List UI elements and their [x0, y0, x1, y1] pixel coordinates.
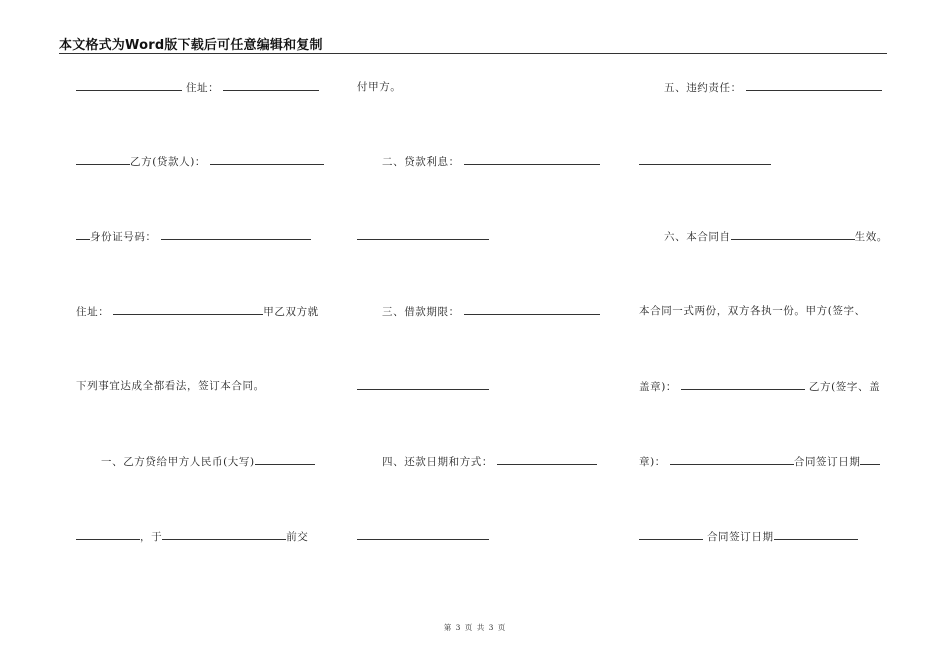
- col2-line2: [382, 154, 600, 169]
- col1-line2: [76, 154, 324, 169]
- before-deliver-text: 前交: [286, 531, 309, 543]
- blank-field: [774, 529, 858, 540]
- blank-field: [357, 379, 489, 390]
- col2-line4: [382, 304, 600, 319]
- seal-label-2: 章)：: [639, 456, 666, 468]
- blank-field: [860, 454, 880, 465]
- blank-field: [464, 154, 600, 165]
- blank-field: [76, 529, 140, 540]
- col2-line3: [357, 229, 489, 244]
- blank-field: [464, 304, 600, 315]
- loan-term-label: 三、借款期限：: [382, 306, 460, 318]
- blank-field: [639, 529, 703, 540]
- breach-liability-label: 五、违约责任：: [664, 82, 742, 94]
- seal-label: 盖章)：: [639, 381, 677, 393]
- blank-field: [670, 454, 794, 465]
- document-header-title: 本文格式为Word版下载后可任意编辑和复制: [59, 38, 323, 53]
- col2-line7: [357, 529, 489, 544]
- address-label-2: 住址：: [76, 306, 110, 318]
- contract-date-label: 合同签订日期: [793, 456, 861, 468]
- effective-from-label: 六、本合同自: [664, 231, 731, 243]
- blank-field: [255, 454, 315, 465]
- blank-field: [76, 229, 90, 240]
- col3-line4: 本合同一式两份，双方各执一份。甲方(签字、: [639, 305, 866, 317]
- col1-line5: 下列事宜达成全都看法，签订本合同。: [76, 380, 265, 392]
- col1-line1: [76, 80, 319, 95]
- party-b-sign-label: 乙方(签字、盖: [808, 381, 881, 393]
- blank-field: [746, 80, 882, 91]
- col1-line6: [101, 454, 315, 469]
- header-rule: [59, 53, 887, 54]
- contract-date-label-2: 合同签订日期: [706, 531, 774, 543]
- col3-line5: [639, 379, 880, 394]
- blank-field: [731, 229, 855, 240]
- col2-line6: [382, 454, 597, 469]
- blank-field: [161, 229, 311, 240]
- blank-field: [76, 154, 130, 165]
- loan-amount-clause: 一、乙方贷给甲方人民币(大写): [101, 456, 255, 468]
- blank-field: [113, 304, 263, 315]
- blank-field: [357, 229, 489, 240]
- blank-field: [76, 80, 182, 91]
- effective-text: 生效。: [854, 231, 888, 243]
- col3-line2: [639, 154, 771, 169]
- date-connector: ，于: [140, 531, 163, 543]
- col1-line3: [76, 229, 311, 244]
- blank-field: [357, 529, 489, 540]
- repayment-label: 四、还款日期和方式：: [382, 456, 493, 468]
- id-number-label: 身份证号码：: [90, 231, 157, 243]
- blank-field: [681, 379, 805, 390]
- col3-line6: [639, 454, 880, 469]
- blank-field: [162, 529, 286, 540]
- loan-interest-label: 二、贷款利息：: [382, 156, 460, 168]
- col2-line5: [357, 379, 489, 394]
- address-label: 住址：: [185, 82, 220, 94]
- party-b-lender-label: 乙方(贷款人)：: [130, 156, 206, 168]
- both-parties-text: 甲乙双方就: [263, 306, 319, 318]
- blank-field: [210, 154, 324, 165]
- col3-line7: [639, 529, 858, 544]
- page-number-footer: 第 3 页 共 3 页: [443, 623, 507, 632]
- col3-line1: [664, 80, 882, 95]
- blank-field: [223, 80, 319, 91]
- blank-field: [639, 154, 771, 165]
- blank-field: [497, 454, 597, 465]
- col2-line1: 付甲方。: [357, 81, 402, 93]
- col1-line4: [76, 304, 319, 319]
- col3-line3: [664, 229, 888, 244]
- col1-line7: [76, 529, 308, 544]
